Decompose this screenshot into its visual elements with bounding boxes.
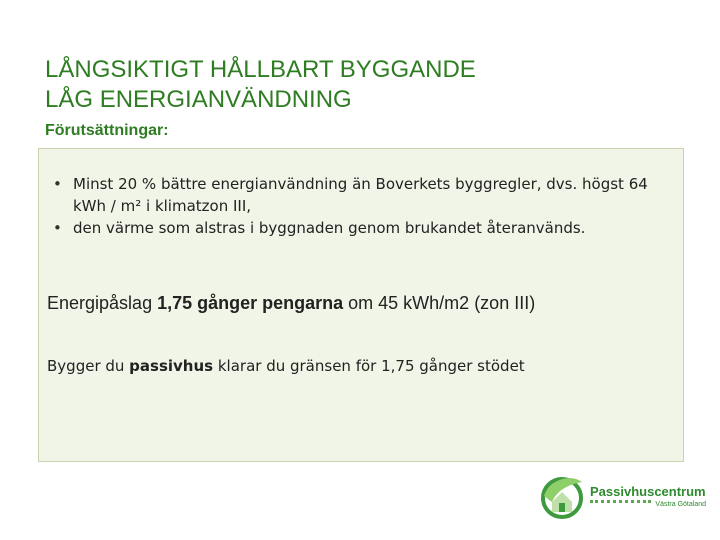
logo-subline	[590, 500, 706, 509]
bullet-text: den värme som alstras i byggnaden genom brukandet återanvänds.	[73, 219, 586, 237]
title-line-1: LÅNGSIKTIGT HÅLLBART BYGGANDE	[45, 56, 476, 83]
content-panel	[38, 148, 684, 462]
bullet-marker: •	[53, 175, 62, 193]
para1-text-before: Energipåslag	[47, 293, 158, 313]
para2-bold-text: passivhus	[129, 357, 214, 375]
slide-subtitle: Förutsättningar:	[45, 122, 169, 139]
bullet-item	[53, 173, 683, 217]
para1-text-after: om 45 kWh/m2 (zon III)	[343, 293, 536, 313]
passivhus-leaf-house-icon	[538, 472, 586, 520]
logo-dotted-line	[590, 500, 651, 509]
bullet-text: Minst 20 % bättre energianvändning än Boverkets byggregler, dvs. högst 64 kWh / m² i klimatzon III,	[73, 175, 648, 215]
bullet-item	[53, 217, 683, 239]
title-line-2: LÅG ENERGIANVÄNDNING	[45, 86, 352, 113]
passivhuscentrum-logo	[538, 472, 708, 522]
passive-house-paragraph	[47, 357, 683, 375]
logo-region: Västra Götaland	[655, 501, 706, 508]
para1-bold-text: 1,75 gånger pengarna	[157, 293, 344, 313]
slide-title	[45, 55, 476, 115]
para2-text-after: klarar du gränsen för 1,75 gånger stödet	[213, 357, 525, 375]
bullet-marker: •	[53, 219, 62, 237]
logo-name: Passivhuscentrum	[590, 484, 706, 499]
energy-bonus-paragraph	[47, 293, 683, 314]
para2-text-before: Bygger du	[47, 357, 130, 375]
bullet-list	[53, 173, 683, 239]
